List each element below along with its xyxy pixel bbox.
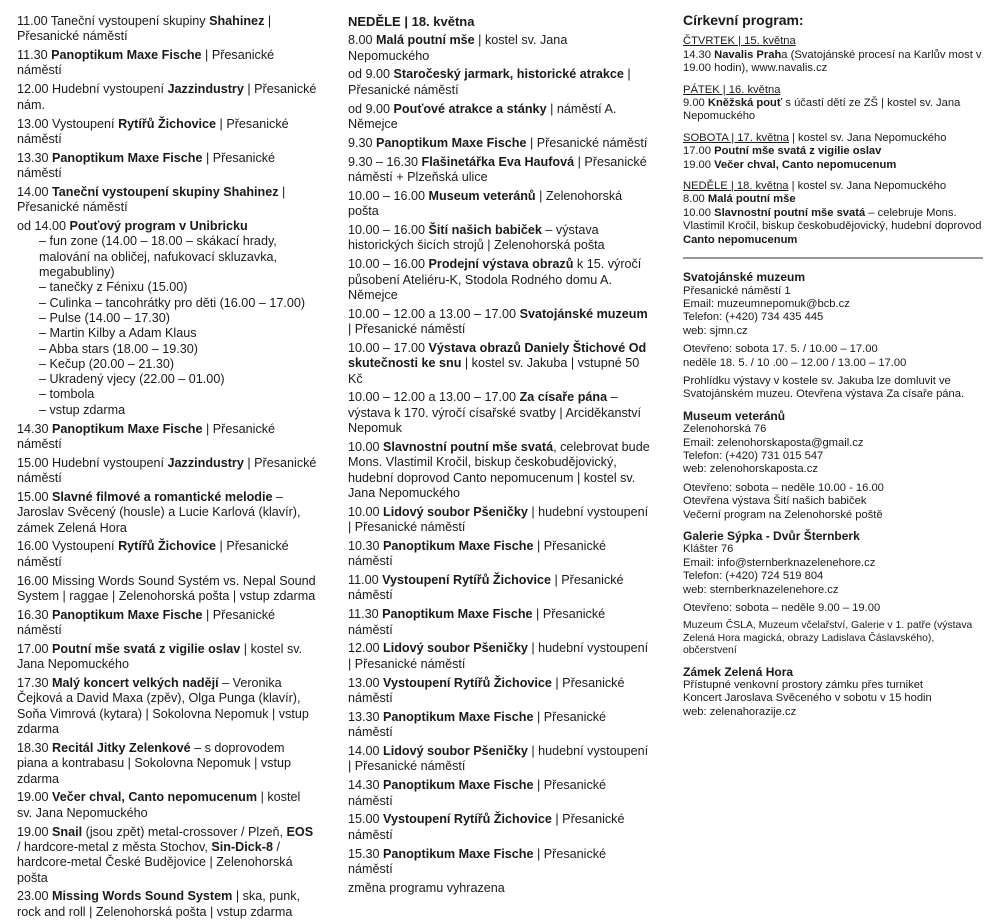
entry-text: Malá poutní mše xyxy=(376,33,475,48)
list-item: – Martin Kilby a Adam Klaus xyxy=(39,326,197,341)
program-entry xyxy=(17,825,317,886)
list-item: – fun zone (14.00 – 18.00 – skákací hrady, malování na obličej, nafukovací skluzavka, megabubliny) xyxy=(39,234,278,280)
church-line xyxy=(683,193,983,206)
program-entry xyxy=(348,341,650,387)
sunday-program-column xyxy=(348,14,650,900)
entry-text: | Přesanické náměstí xyxy=(17,14,272,44)
entry-text: Panoptikum Maxe Fische xyxy=(382,607,533,622)
entry-text: Sin-Dick-8 xyxy=(211,839,273,854)
church-program-column xyxy=(683,14,983,727)
entry-text: od 14.00 xyxy=(17,219,70,234)
program-entry xyxy=(348,440,650,501)
entry-text: 12.00 xyxy=(348,641,384,656)
entry-text: Staročeský jarmark, historické atrakce xyxy=(393,67,624,82)
entry-text: | Přesanické náměstí xyxy=(348,812,625,842)
entry-text: 13.30 xyxy=(17,150,53,165)
entry-text: Pouťový program v Unibricku xyxy=(69,219,248,234)
entry-text: (jsou zpět) metal-crossover / Plzeň, xyxy=(82,824,287,839)
entry-text: – Jaroslav Svěcený (housle) a Lucie Karlová (klavír), zámek Zelená Hora xyxy=(17,489,301,535)
entry-text: Slavnostní poutní mše svatá xyxy=(383,439,554,454)
program-entry xyxy=(348,744,650,775)
program-entry xyxy=(348,539,650,570)
unibrick-block xyxy=(17,219,317,418)
program-entry xyxy=(17,151,317,182)
venue-contact-line: Telefon: (+420) 731 015 547 xyxy=(683,449,824,462)
venue-contact xyxy=(683,679,983,719)
unibrick-list xyxy=(39,234,317,418)
church-line xyxy=(683,145,983,158)
venue-hours-line: Otevřeno: sobota – neděle 9.00 – 19.00 xyxy=(683,602,881,615)
venue-hours-line: neděle 18. 5. / 10 .00 – 12.00 / 13.00 – 17.00 xyxy=(683,356,907,369)
entry-text: 11.00 xyxy=(348,573,383,588)
church-day-block xyxy=(683,35,983,75)
entry-text: 10.00 xyxy=(683,206,715,219)
entry-text: 8.00 xyxy=(683,193,708,206)
day-heading-label: SOBOTA | 17. května xyxy=(683,131,789,144)
venue-contact-line: Email: zelenohorskaposta@gmail.cz xyxy=(683,436,864,449)
entry-text: 10.00 – 16.00 xyxy=(348,223,429,238)
entry-text: | Přesanické náměstí xyxy=(348,778,607,808)
entry-text: 10.00 – 16.00 xyxy=(348,257,429,272)
entry-text: – Veronika Čejková a David Maxa (zpěv), Olga Punga (klavír), Soňa Vimrová (kytara) | Sokolovna Nepomuk | vstup zdarma xyxy=(17,676,309,737)
program-entry xyxy=(348,307,650,338)
venue-contact-line: web: zelenohorskaposta.cz xyxy=(683,463,818,476)
program-entry xyxy=(17,889,317,920)
entry-text: 10.00 xyxy=(348,439,384,454)
day-heading-label: NEDĚLE | 18. května xyxy=(683,180,789,193)
list-item: – Abba stars (18.00 – 19.30) xyxy=(39,341,198,356)
program-entry xyxy=(348,223,650,254)
program-entry xyxy=(348,136,650,151)
venue-contact-line: web: sternberknazelenehore.cz xyxy=(683,583,839,596)
day-heading-place: | kostel sv. Jana Nepomuckého xyxy=(788,131,947,144)
entry-text: EOS xyxy=(286,824,314,839)
entry-text: Slavné filmové a romantické melodie xyxy=(52,489,273,504)
entry-text: 10.00 – 12.00 a 13.00 – 17.00 xyxy=(348,390,520,405)
entry-text: 10.00 – 16.00 xyxy=(348,188,429,203)
program-entry xyxy=(348,33,650,64)
program-entry xyxy=(348,189,650,220)
program-entry xyxy=(17,14,317,45)
entry-text: 15.00 xyxy=(17,489,53,504)
entry-text: Shahinez xyxy=(209,14,265,28)
saturday-program-column xyxy=(17,14,317,924)
entry-text: 13.00 Vystoupení xyxy=(17,116,119,131)
program-change-note: změna programu vyhrazena xyxy=(348,880,505,895)
program-entry xyxy=(348,257,650,303)
venue-opening-hours xyxy=(683,602,983,615)
list-item: – Ukradený vjecy (22.00 – 01.00) xyxy=(39,372,225,387)
entry-text: Pouťové atrakce a stánky xyxy=(393,101,547,116)
entry-text: | Přesanické náměstí + Plzeňská ulice xyxy=(348,154,647,185)
day-heading-label: PÁTEK | 16. května xyxy=(683,83,781,96)
entry-text: Recitál Jitky Zelenkové xyxy=(52,740,191,755)
venue-name: Svatojánské muzeum xyxy=(683,270,806,285)
church-line xyxy=(683,49,983,76)
venue-contact xyxy=(683,543,983,597)
program-entry xyxy=(17,117,317,148)
program-entry xyxy=(348,778,650,809)
entry-text: 16.30 xyxy=(17,607,53,622)
entry-text: Za císaře pána xyxy=(519,390,608,405)
entry-text: 12.00 Hudební vystoupení xyxy=(17,82,168,97)
entry-text: 15.00 xyxy=(348,812,384,827)
entry-text: | hudební vystoupení | Přesanické náměstí xyxy=(348,744,649,774)
entry-text: 9.30 xyxy=(348,135,377,150)
entry-text: Panoptikum Maxe Fische xyxy=(52,607,203,622)
venue-hours-line: Otevřeno: sobota 17. 5. / 10.00 – 17.00 xyxy=(683,343,878,356)
venue-note: Prohlídku výstavy v kostele sv. Jakuba lze domluvit ve Svatojánském muzeu. Otevřena výstava Za císaře pána. xyxy=(683,374,965,401)
entry-text: 10.30 xyxy=(348,538,384,553)
entry-text: Malý koncert velkých nadějí xyxy=(52,676,219,691)
list-item: – vstup zdarma xyxy=(39,402,126,417)
church-line xyxy=(683,97,983,124)
venue-hours-line: Otevřena výstava Šití našich babiček xyxy=(683,495,867,508)
venue-contact-line: Telefon: (+420) 734 435 445 xyxy=(683,311,824,324)
entry-text: Malá poutní mše xyxy=(707,193,796,206)
entry-text: od 9.00 xyxy=(348,101,394,116)
venue-contact-line: Email: info@sternberknazelenehore.cz xyxy=(683,556,876,569)
entry-text: | Přesanické náměstí xyxy=(17,116,289,146)
church-line xyxy=(683,159,983,172)
entry-text: Museum veteránů xyxy=(428,188,536,203)
entry-text: 17.30 xyxy=(17,676,53,691)
entry-text: Missing Words Sound System xyxy=(52,889,233,904)
entry-text: 16.00 Missing Words Sound Systém vs. Nepal Sound System | raggae | Zelenohorská pošta | vstup zdarma xyxy=(17,573,316,603)
entry-text: Flašinetářka Eva Haufová xyxy=(421,154,575,169)
program-entry xyxy=(348,155,650,186)
entry-text: Jazzindustry xyxy=(167,455,244,470)
entry-text: 19.00 xyxy=(683,158,715,171)
program-entry xyxy=(348,641,650,672)
entry-text: 11.30 xyxy=(348,607,383,622)
entry-text: Prodejní výstava obrazů xyxy=(428,257,574,272)
program-entry xyxy=(348,505,650,536)
venue-hours-line: Večerní program na Zelenohorské poště xyxy=(683,508,883,521)
entry-text: Večer chval, Canto nepomucenum xyxy=(52,790,258,805)
entry-text: 14.00 xyxy=(348,744,384,759)
entry-text: | Přesanické náměstí xyxy=(17,184,286,215)
entry-text: 13.30 xyxy=(348,709,384,724)
entry-text: Lidový soubor Pšeničky xyxy=(383,641,528,656)
entry-text: Panoptikum Maxe Fische xyxy=(383,846,534,861)
day-heading xyxy=(683,84,983,97)
venue-block xyxy=(683,530,983,658)
entry-text: | Přesanické náměstí xyxy=(17,150,276,181)
entry-text: | Přesanické náměstí xyxy=(348,67,631,97)
venue-name: Museum veteránů xyxy=(683,408,786,423)
program-entry xyxy=(17,790,317,821)
entry-text: 15.30 xyxy=(348,846,384,861)
entry-text: | kostel sv. Jana Nepomuckého xyxy=(17,790,301,820)
entry-text: Slavnostní poutní mše svatá xyxy=(714,206,866,219)
entry-text: Panoptikum Maxe Fische xyxy=(383,778,534,793)
entry-text: | Přesanické náměstí xyxy=(348,846,607,876)
program-entry xyxy=(348,710,650,741)
program-entry xyxy=(17,48,317,79)
entry-text: 8.00 xyxy=(348,33,377,48)
sunday-heading: NEDĚLE | 18. května xyxy=(348,14,475,29)
list-item: – tanečky z Fénixu (15.00) xyxy=(39,280,188,295)
entry-text: | kostel sv. Jakuba | vstupné 50 Kč xyxy=(348,356,640,386)
venue-contact-line: Přístupné venkovní prostory zámku přes turniket xyxy=(683,679,924,692)
divider xyxy=(683,257,983,259)
entry-text: Canto nepomucenum xyxy=(683,233,798,246)
program-entry xyxy=(348,847,650,878)
entry-text: Šití našich babiček xyxy=(428,223,542,238)
entry-text: Snail xyxy=(52,824,83,839)
entry-text: – výstava k 170. výročí císařské svatby | Arciděkanství Nepomuk xyxy=(348,390,642,436)
entry-text: | Přesanické náměstí xyxy=(17,607,276,638)
venue-contact xyxy=(683,285,983,339)
program-entry xyxy=(17,608,317,639)
entry-text: Vystoupení Rytířů Žichovice xyxy=(382,573,551,588)
entry-text: Vystoupení Rytířů Žichovice xyxy=(383,812,552,827)
program-entry xyxy=(17,574,317,605)
entry-text: Rytířů Žichovice xyxy=(118,539,217,554)
entry-text: k 15. výročí působení Ateliéru-K, Stodola Rodného domu A. Němejce xyxy=(348,257,642,302)
entry-text: | ska, punk, rock and roll | Zelenohorská pošta | vstup zdarma xyxy=(17,889,301,919)
entry-text: | Přesanické náměstí xyxy=(17,455,317,486)
entry-text: | hudební vystoupení | Přesanické náměstí xyxy=(348,641,649,671)
entry-text: Kněžská pouť xyxy=(707,97,783,110)
entry-text: | Přesanické náměstí xyxy=(348,322,466,337)
program-entry xyxy=(348,607,650,638)
day-heading-label: ČTVRTEK | 15. května xyxy=(683,35,796,48)
church-day-block xyxy=(683,180,983,247)
church-line xyxy=(683,207,983,247)
entry-text: | Zelenohorská pošta xyxy=(348,188,623,219)
entry-text: | kostel sv. Jana Nepomuckého xyxy=(17,642,303,672)
venue-name: Galerie Sýpka - Dvůr Šternberk xyxy=(683,529,860,543)
venue-contact-line: Email: muzeumnepomuk@bcb.cz xyxy=(683,297,850,310)
program-entry xyxy=(17,676,317,737)
entry-text: Taneční vystoupení skupiny Shahinez xyxy=(52,184,279,199)
entry-text: 14.30 xyxy=(17,421,53,436)
venue-contact-line: Telefon: (+420) 724 519 804 xyxy=(683,570,824,583)
program-entry xyxy=(348,812,650,843)
venue-name: Zámek Zelená Hora xyxy=(683,664,794,679)
church-day-block xyxy=(683,84,983,124)
venue-block xyxy=(683,271,983,402)
venue-opening-hours xyxy=(683,482,983,522)
entry-text: 9.30 – 16.30 xyxy=(348,154,422,169)
day-heading xyxy=(683,180,983,193)
list-item: – Pulse (14.00 – 17.30) xyxy=(39,310,170,325)
entry-text: , celebrovat bude Mons. Vlastimil Kročil, biskup českobudějovický, hudební doprovod Canto nepomucenum | kostel sv. Jana Nepomuckého xyxy=(348,439,650,500)
entry-text: 23.00 xyxy=(17,889,53,904)
entry-text: – výstava historických šicích strojů | Zelenohorská pošta xyxy=(348,223,605,253)
entry-text: | náměstí A. Němejce xyxy=(348,101,617,131)
entry-text: | hudební vystoupení | Přesanické náměstí xyxy=(348,504,649,535)
venue-opening-hours xyxy=(683,343,983,370)
day-heading xyxy=(683,132,983,145)
entry-text: Svatojánské muzeum xyxy=(519,306,648,321)
program-entry xyxy=(348,102,650,133)
program-entry xyxy=(17,185,317,216)
entry-text: 13.00 xyxy=(348,675,384,690)
entry-text: | Přesanické náměstí xyxy=(348,538,607,569)
program-entry xyxy=(17,490,317,536)
entry-text: 11.00 Taneční vystoupení skupiny xyxy=(17,14,210,28)
venue-contact-line: Přesanické náměstí 1 xyxy=(683,284,791,297)
entry-text: 10.00 – 17.00 xyxy=(348,340,429,355)
entry-text: 16.00 Vystoupení xyxy=(17,539,119,554)
entry-text: | Přesanické náměstí xyxy=(348,607,606,637)
entry-text: Panoptikum Maxe Fische xyxy=(383,709,534,724)
church-day-block xyxy=(683,132,983,172)
entry-text: 17.00 xyxy=(683,145,715,158)
entry-text: | Přesanické náměstí xyxy=(17,421,276,451)
entry-text: Poutní mše svatá z vigilie oslav xyxy=(52,642,241,656)
program-entry xyxy=(348,573,650,604)
entry-text: Lidový soubor Pšeničky xyxy=(383,744,528,759)
day-heading xyxy=(683,35,983,48)
entry-text: 10.00 xyxy=(348,504,384,519)
entry-text: 10.00 – 12.00 a 13.00 – 17.00 xyxy=(348,306,520,321)
venue-block xyxy=(683,666,983,720)
entry-text: 19.00 xyxy=(17,824,53,839)
entry-text: 15.00 Hudební vystoupení xyxy=(17,455,168,470)
program-entry xyxy=(348,67,650,98)
entry-text: Výstava obrazů Daniely Štichové Od skutečnosti ke snu xyxy=(348,340,647,371)
entry-text: Večer chval, Canto nepomucenum xyxy=(714,158,897,171)
list-item: – tombola xyxy=(39,387,95,402)
entry-text: Navalis Prah xyxy=(714,48,782,61)
program-entry xyxy=(348,676,650,707)
program-entry xyxy=(17,741,317,787)
church-program-title: Církevní program: xyxy=(683,12,804,28)
list-item: – Kečup (20.00 – 21.30) xyxy=(39,356,175,371)
venue-hours-line: Otevřeno: sobota – neděle 10.00 - 16.00 xyxy=(683,481,884,494)
venue-contact-line: Klášter 76 xyxy=(683,543,734,556)
entry-text: 11.30 xyxy=(17,48,52,63)
entry-text: 14.30 xyxy=(683,48,715,61)
entry-text: | Přesanické náměstí xyxy=(526,135,648,150)
program-entry xyxy=(17,642,317,673)
entry-text: Panoptikum Maxe Fische xyxy=(376,135,527,150)
venue-contact-line: web: zelenahorazije.cz xyxy=(683,705,797,718)
entry-text: Panoptikum Maxe Fische xyxy=(51,48,202,63)
venue-contact-line: Zelenohorská 76 xyxy=(683,423,767,436)
venue-block xyxy=(683,410,983,522)
entry-text: 14.30 xyxy=(348,778,384,793)
entry-text: – s doprovodem piana a kontrabasu | Sokolovna Nepomuk | vstup zdarma xyxy=(17,740,291,786)
entry-text: / hardcore-metal České Budějovice | Zelenohorská pošta xyxy=(17,839,293,885)
entry-text: od 9.00 xyxy=(348,67,394,82)
program-entry xyxy=(348,390,650,436)
entry-text: | Přesanické náměstí xyxy=(348,675,625,705)
program-entry xyxy=(17,82,317,113)
entry-text: s účastí dětí ze ZŠ | kostel sv. Jana Nepomuckého xyxy=(683,97,961,123)
entry-text: | kostel sv. Jana Nepomuckého xyxy=(348,33,568,63)
entry-text: Poutní mše svatá z vigilie oslav xyxy=(714,145,882,158)
entry-text: Lidový soubor Pšeničky xyxy=(383,504,528,519)
list-item: – Culinka – tancohrátky pro děti (16.00 – 17.00) xyxy=(39,295,306,310)
entry-text: | Přesanické náměstí xyxy=(17,539,289,569)
entry-text: 19.00 xyxy=(17,790,53,805)
entry-text: Jazzindustry xyxy=(167,82,244,97)
entry-text: 17.00 xyxy=(17,642,53,656)
day-heading-place: | kostel sv. Jana Nepomuckého xyxy=(788,180,947,193)
entry-text: Panoptikum Maxe Fische xyxy=(383,538,534,553)
entry-text: 14.00 xyxy=(17,184,53,199)
program-entry xyxy=(17,456,317,487)
entry-text: Rytířů Žichovice xyxy=(118,116,217,131)
program-entry xyxy=(17,539,317,570)
entry-text: – celebruje Mons. Vlastimil Kročil, biskup českobudějovický, hudební doprovod xyxy=(683,206,982,233)
entry-text: | Přesanické náměstí xyxy=(348,709,607,740)
venue-contact-line: web: sjmn.cz xyxy=(683,324,748,337)
entry-text: | Přesanické nám. xyxy=(17,82,317,112)
entry-text: 9.00 xyxy=(683,97,708,110)
entry-text: Panoptikum Maxe Fische xyxy=(52,421,203,436)
entry-text: Vystoupení Rytířů Žichovice xyxy=(383,675,552,690)
entry-text: 18.30 xyxy=(17,740,53,755)
entry-text: a (Svatojánské procesí na Karlův most v 19.00 hodin), www.navalis.cz xyxy=(683,48,982,75)
venue-note: Muzeum ČSLA, Muzeum včelařství, Galerie v 1. patře (výstava Zelená Hora magická, obrazy Ladislava Čáslavského), občerstvení xyxy=(683,620,973,657)
entry-text: Panoptikum Maxe Fische xyxy=(52,150,203,165)
entry-text: / hardcore-metal z města Stochov, xyxy=(17,839,212,854)
program-entry xyxy=(17,422,317,453)
entry-text: | Přesanické náměstí xyxy=(17,48,275,78)
venue-contact xyxy=(683,423,983,477)
venue-contact-line: Koncert Jaroslava Svěceného v sobotu v 15 hodin xyxy=(683,692,932,705)
entry-text: | Přesanické náměstí xyxy=(348,573,624,603)
